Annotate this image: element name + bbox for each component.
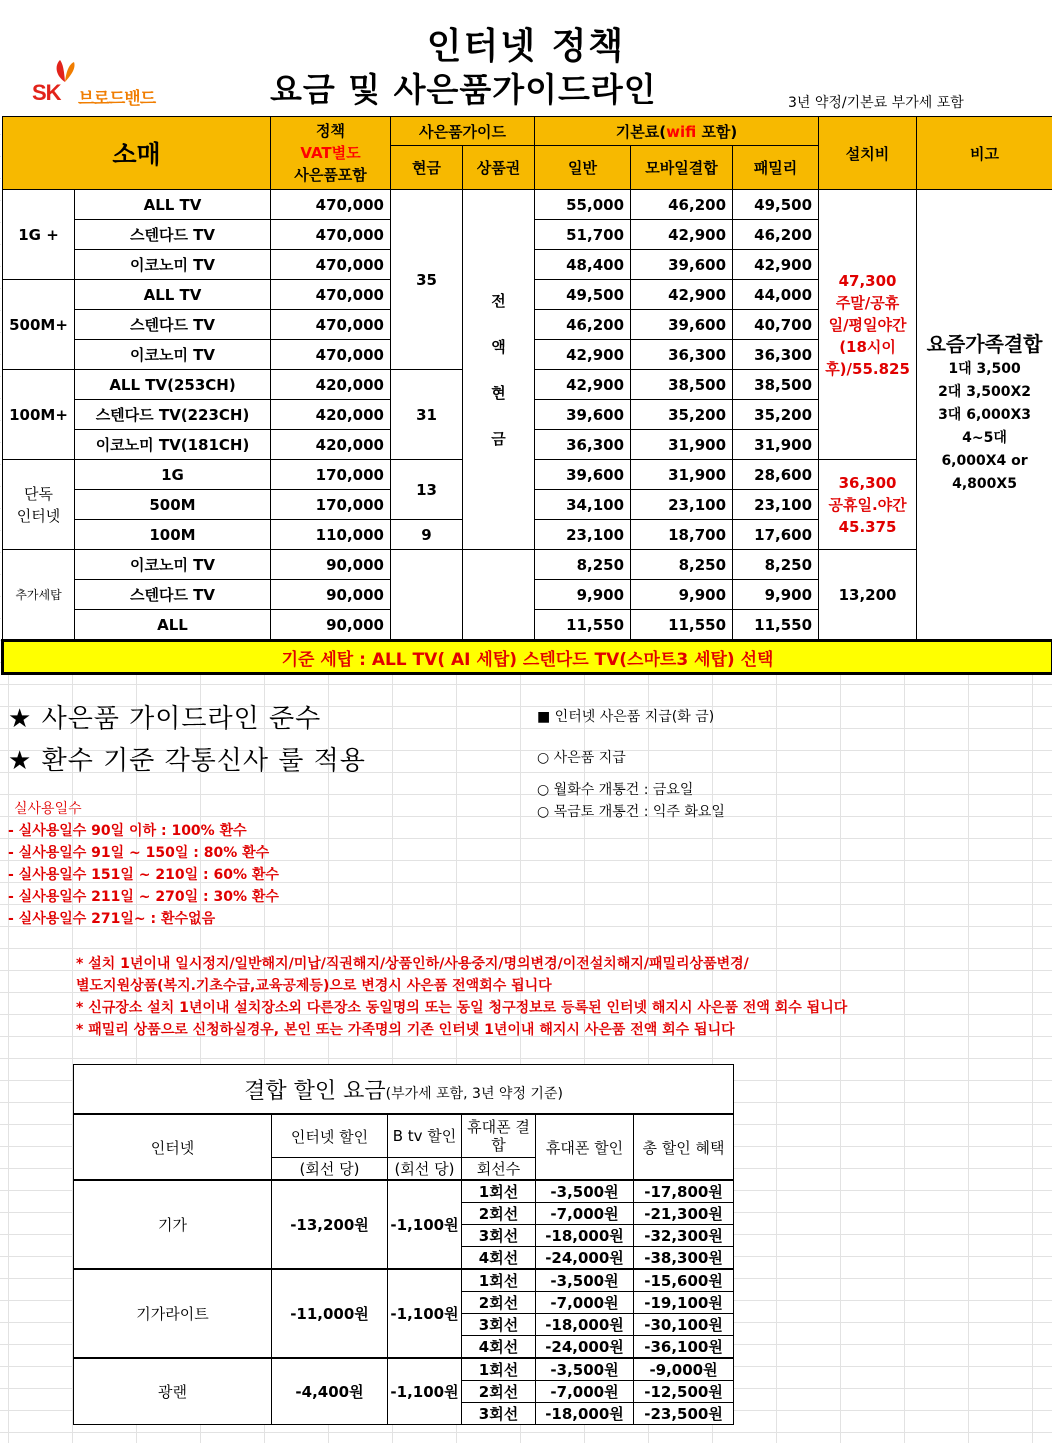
policy-value: 470,000 [271,340,391,370]
cash-solo-1g-500m: 13 [391,460,463,520]
product-name: 스텐다드 TV [75,580,271,610]
fee-general: 39,600 [535,400,631,430]
combo-phone-discount: -3,500원 [536,1180,634,1203]
combo-header-btv: B tv 할인 [388,1114,462,1158]
remark-title: 요즘가족결합 [926,332,1043,356]
combo-total: -19,100원 [634,1292,734,1314]
combo-product-name: 기가 [74,1180,272,1269]
combo-btv-discount: -1,100원 [388,1269,462,1358]
guideline-star-2: ★ 환수 기준 각통신사 룰 적용 [8,746,366,776]
usage-days-list [8,798,279,930]
combo-line-count: 3회선 [462,1225,536,1247]
combo-phone-discount: -7,000원 [536,1203,634,1225]
fee-general: 51,700 [535,220,631,250]
combo-total: -12,500원 [634,1381,734,1403]
fee-general: 9,900 [535,580,631,610]
fee-family: 9,900 [733,580,819,610]
fee-family: 49,500 [733,190,819,220]
voucher-char: 액 [491,337,506,356]
header-base-fee-wifi: wifi [666,122,697,141]
fee-family: 42,900 [733,250,819,280]
header-base-fee-end: 포함) [696,122,738,141]
vat-note: 3년 약정/기본료 부가세 포함 [788,95,964,111]
product-name: 이코노미 TV [75,340,271,370]
fee-mobile: 46,200 [631,190,733,220]
header-voucher: 상품권 [463,146,535,190]
table-row [74,1180,734,1203]
remark-line: 6,000X4 or [941,453,1028,469]
page-title: 인터넷 정책 [426,26,626,67]
fee-family: 17,600 [733,520,819,550]
fee-family: 11,550 [733,610,819,641]
remark-family-combo [917,190,1052,641]
fee-general: 11,550 [535,610,631,641]
combo-phone-discount: -18,000원 [536,1403,634,1425]
cash-100m: 31 [391,370,463,460]
product-name: ALL TV [75,280,271,310]
standard-settop-row [3,641,1052,674]
fee-general: 34,100 [535,490,631,520]
fee-mobile: 31,900 [631,430,733,460]
combo-line-count: 3회선 [462,1314,536,1336]
combo-header-total: 총 할인 혜택 [634,1114,734,1180]
group-100m: 100M+ [3,370,75,460]
combo-phone-discount: -3,500원 [536,1358,634,1381]
gift-payment-heading: ■ 인터넷 사은품 지급(화 금) [537,709,715,725]
fee-mobile: 35,200 [631,400,733,430]
policy-value: 420,000 [271,400,391,430]
pricing-table [1,116,1052,675]
combo-header-phone-discount: 휴대폰 할인 [536,1114,634,1180]
combo-phone-discount: -18,000원 [536,1225,634,1247]
policy-value: 90,000 [271,580,391,610]
table-row [74,1269,734,1292]
policy-value: 470,000 [271,220,391,250]
header-policy-label: 정책 [316,122,345,140]
header-base-fee [535,117,819,146]
group-solo-internet: 단독 인터넷 [3,460,75,550]
combo-line-count: 4회선 [462,1247,536,1270]
voucher-char: 금 [491,429,506,448]
combo-line-count: 2회선 [462,1292,536,1314]
usage-days-item: - 실사용일수 271일~ : 환수없음 [8,911,216,927]
combo-btv-discount: -1,100원 [388,1180,462,1269]
guideline-star-1: ★ 사은품 가이드라인 준수 [8,704,322,734]
header-policy [271,117,391,190]
fee-family: 36,300 [733,340,819,370]
policy-value: 420,000 [271,370,391,400]
combo-line-count: 1회선 [462,1358,536,1381]
product-name: 이코노미 TV [75,550,271,580]
combo-phone-discount: -7,000원 [536,1381,634,1403]
recall-note: 별도지원상품(복지.기초수급,교육공제등)으로 변경시 사은품 전액회수 됩니다 [76,978,552,994]
policy-value: 420,000 [271,430,391,460]
fee-family: 23,100 [733,490,819,520]
header-install: 설치비 [819,117,917,190]
usage-days-item: - 실사용일수 211일 ~ 270일 : 30% 환수 [8,889,279,905]
remark-line: 1대 3,500 [948,361,1021,377]
fee-mobile: 9,900 [631,580,733,610]
product-name: ALL TV(253CH) [75,370,271,400]
header-base-fee-label: 기본료( [615,122,667,141]
combo-total: -23,500원 [634,1403,734,1425]
voucher-char: 전 [491,291,506,310]
combo-product-name: 광랜 [74,1358,272,1425]
remark-line: 3대 6,000X3 [938,407,1032,423]
combo-header-per-line: (회선 당) [272,1158,388,1181]
logo-brand-text: 브로드밴드 [78,89,156,109]
product-name: 500M [75,490,271,520]
fee-general: 23,100 [535,520,631,550]
fee-mobile: 8,250 [631,550,733,580]
install-fee-tv: 47,300 주말/공휴 일/평일야간 (18시이 후)/55.825 [819,190,917,460]
combo-phone-discount: -3,500원 [536,1269,634,1292]
product-name: 스텐다드 TV [75,220,271,250]
header-general: 일반 [535,146,631,190]
fee-general: 39,600 [535,460,631,490]
combo-header-net-discount: 인터넷 할인 [272,1114,388,1158]
combo-total: -36,100원 [634,1336,734,1359]
combo-total: -32,300원 [634,1225,734,1247]
fee-family: 44,000 [733,280,819,310]
header-remark: 비고 [917,117,1052,190]
combo-discount-table [73,1064,734,1425]
combo-btv-discount: -1,100원 [388,1358,462,1425]
product-name: ALL [75,610,271,641]
usage-days-title: 실사용일수 [14,801,82,817]
combo-line-count: 2회선 [462,1381,536,1403]
fee-family: 31,900 [733,430,819,460]
product-name: 스텐다드 TV [75,310,271,340]
fee-general: 49,500 [535,280,631,310]
fee-family: 8,250 [733,550,819,580]
product-name: 이코노미 TV(181CH) [75,430,271,460]
combo-total: -9,000원 [634,1358,734,1381]
combo-phone-discount: -24,000원 [536,1247,634,1270]
fee-general: 36,300 [535,430,631,460]
fee-family: 38,500 [733,370,819,400]
policy-value: 470,000 [271,280,391,310]
gift-payment-item: ○ 월화수 개통건 : 금요일 [537,782,694,798]
combo-title [74,1065,734,1115]
fee-mobile: 36,300 [631,340,733,370]
recall-note: * 패밀리 상품으로 신청하실경우, 본인 또는 가족명의 기존 인터넷 1년이내 해지시 사은품 전액 회수 됩니다 [76,1022,735,1038]
policy-value: 470,000 [271,190,391,220]
combo-total: -15,600원 [634,1269,734,1292]
cash-1g-500m: 35 [391,190,463,370]
table-row [74,1358,734,1381]
remark-line: 2대 3,500X2 [938,384,1032,400]
fee-mobile: 23,100 [631,490,733,520]
combo-header-internet: 인터넷 [74,1114,272,1180]
gift-payment-item: ○ 목금토 개통건 : 익주 화요일 [537,804,725,820]
header-retail: 소매 [3,117,271,190]
fee-mobile: 42,900 [631,280,733,310]
product-name: 1G [75,460,271,490]
table-row [3,190,1052,220]
combo-product-name: 기가라이트 [74,1269,272,1358]
header-family: 패밀리 [733,146,819,190]
combo-line-count: 3회선 [462,1403,536,1425]
header-gift-guide: 사은품가이드 [391,117,535,146]
policy-value: 470,000 [271,250,391,280]
fee-mobile: 38,500 [631,370,733,400]
page-subtitle: 요금 및 사은품가이드라인 [270,70,657,109]
gift-payment-item: ○ 사은품 지급 [537,750,626,766]
combo-phone-discount: -24,000원 [536,1336,634,1359]
fee-mobile: 18,700 [631,520,733,550]
usage-days-item: - 실사용일수 151일 ~ 210일 : 60% 환수 [8,867,279,883]
fee-mobile: 42,900 [631,220,733,250]
table-row [3,550,1052,580]
group-1g: 1G + [3,190,75,280]
combo-total: -21,300원 [634,1203,734,1225]
logo-sk-text: SK [32,80,61,105]
header-policy-vat: VAT별도 [300,144,361,162]
group-500m: 500M+ [3,280,75,370]
fee-general: 42,900 [535,370,631,400]
recall-notes [76,953,847,1041]
fee-general: 46,200 [535,310,631,340]
policy-value: 170,000 [271,460,391,490]
policy-value: 90,000 [271,610,391,641]
voucher-full-cash [463,190,535,550]
fee-mobile: 39,600 [631,310,733,340]
product-name: 스텐다드 TV(223CH) [75,400,271,430]
product-name: 이코노미 TV [75,250,271,280]
combo-total: -38,300원 [634,1247,734,1270]
combo-line-count: 4회선 [462,1336,536,1359]
fee-general: 55,000 [535,190,631,220]
combo-total: -17,800원 [634,1180,734,1203]
recall-note: * 설치 1년이내 일시정지/일반해지/미납/직권해지/상품인하/사용중지/명의변경/이전설치해지/패밀리상품변경/ [76,956,749,972]
cash-empty [391,550,463,641]
standard-settop-note: 기준 세탑 : ALL TV( AI 세탑) 스텐다드 TV(스마트3 세탑) 선택 [3,641,1052,674]
combo-header-phone-combo: 휴대폰 결합 [462,1114,536,1158]
combo-title-text: 결합 할인 요금 [244,1078,386,1104]
remark-line: 4,800X5 [952,476,1017,492]
combo-net-discount: -4,400원 [272,1358,388,1425]
fee-mobile: 31,900 [631,460,733,490]
voucher-char: 현 [491,383,506,402]
remark-line: 4~5대 [962,430,1007,446]
combo-total: -30,100원 [634,1314,734,1336]
group-addon-settop: 추가세탑 [3,550,75,641]
fee-general: 8,250 [535,550,631,580]
combo-net-discount: -13,200원 [272,1180,388,1269]
recall-note: * 신규장소 설치 1년이내 설치장소외 다른장소 동일명의 또는 동일 청구정보로 등록된 인터넷 해지시 사은품 전액 회수 됩니다 [76,1000,848,1016]
voucher-empty [463,550,535,641]
combo-net-discount: -11,000원 [272,1269,388,1358]
combo-line-count: 1회선 [462,1180,536,1203]
fee-family: 46,200 [733,220,819,250]
product-name: 100M [75,520,271,550]
install-fee-solo: 36,300 공휴일.야간 45.375 [819,460,917,550]
combo-header-btv-per-line: (회선 당) [388,1158,462,1181]
combo-header-line-count: 회선수 [462,1158,536,1181]
product-name: ALL TV [75,190,271,220]
fee-mobile: 11,550 [631,610,733,641]
usage-days-item: - 실사용일수 90일 이하 : 100% 환수 [8,823,247,839]
fee-family: 35,200 [733,400,819,430]
fee-family: 28,600 [733,460,819,490]
fee-mobile: 39,600 [631,250,733,280]
header-mobile: 모바일결합 [631,146,733,190]
combo-phone-discount: -7,000원 [536,1292,634,1314]
fee-general: 42,900 [535,340,631,370]
install-fee-addon: 13,200 [819,550,917,641]
header-cash: 현금 [391,146,463,190]
combo-line-count: 1회선 [462,1269,536,1292]
usage-days-item: - 실사용일수 91일 ~ 150일 : 80% 환수 [8,845,270,861]
policy-value: 90,000 [271,550,391,580]
header-policy-gift: 사은품포함 [294,166,367,184]
policy-value: 170,000 [271,490,391,520]
combo-phone-discount: -18,000원 [536,1314,634,1336]
combo-line-count: 2회선 [462,1203,536,1225]
fee-general: 48,400 [535,250,631,280]
fee-family: 40,700 [733,310,819,340]
combo-title-sub: (부가세 포함, 3년 약정 기준) [385,1085,563,1102]
cash-solo-100m: 9 [391,520,463,550]
policy-value: 470,000 [271,310,391,340]
policy-value: 110,000 [271,520,391,550]
